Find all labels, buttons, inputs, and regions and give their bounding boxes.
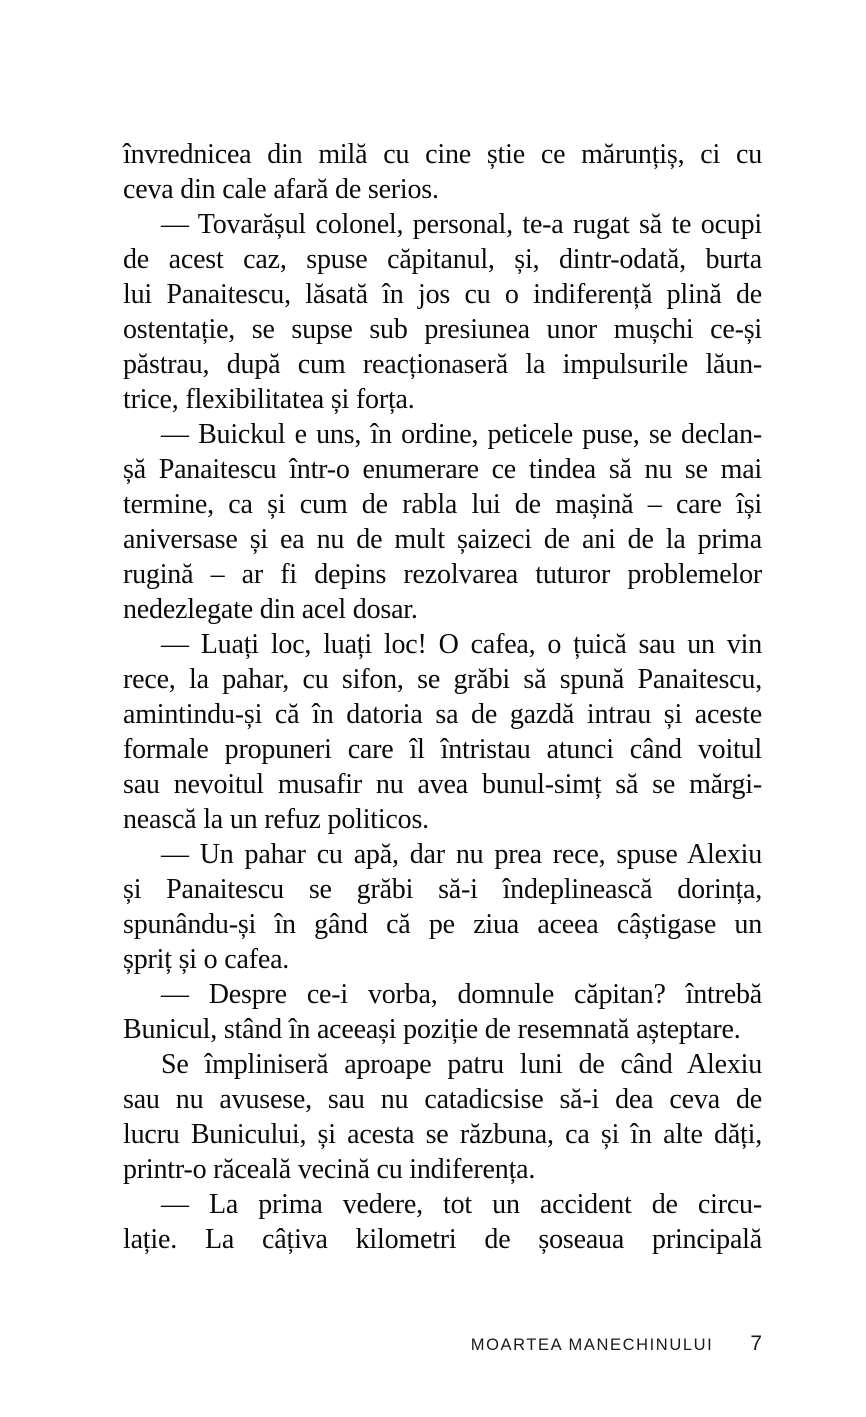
text-line: și Panaitescu se grăbi să-i îndeplinească dorința, xyxy=(123,874,762,905)
text-line: — Tovarășul colonel, personal, te-a rugat să te ocupi xyxy=(161,209,762,240)
text-line: Se împliniseră aproape patru luni de când Alexiu xyxy=(161,1049,762,1080)
text-line: învrednicea din milă cu cine știe ce mărunțiș, ci cu xyxy=(123,139,762,170)
page-text xyxy=(123,137,762,1257)
text-line: rece, la pahar, cu sifon, se grăbi să spună Panaitescu, xyxy=(123,664,762,695)
text-line: ostentație, se supse sub presiunea unor mușchi ce-și xyxy=(123,314,762,345)
text-line: spunându-și în gând că pe ziua aceea câștigase un xyxy=(123,909,762,940)
text-line: șă Panaitescu într-o enumerare ce tindea să nu se mai xyxy=(123,454,762,485)
text-line: — Despre ce-i vorba, domnule căpitan? întrebă xyxy=(161,979,762,1010)
text-line: — Un pahar cu apă, dar nu prea rece, spuse Alexiu xyxy=(161,839,762,870)
text-line: de acest caz, spuse căpitanul, și, dintr-odată, burta xyxy=(123,244,762,275)
text-line: trice, flexibilitatea și forța. xyxy=(123,384,415,415)
text-line: nedezlegate din acel dosar. xyxy=(123,594,418,625)
text-line: rugină – ar fi depins rezolvarea tuturor problemelor xyxy=(123,559,762,590)
text-line: — La prima vedere, tot un accident de circu- xyxy=(161,1189,762,1220)
text-line: amintindu-și că în datoria sa de gazdă intrau și aceste xyxy=(123,699,762,730)
text-line: formale propuneri care îl întristau atunci când voitul xyxy=(123,734,762,765)
text-line: termine, ca și cum de rabla lui de mașină – care își xyxy=(123,489,762,520)
text-line: șpriț și o cafea. xyxy=(123,944,290,975)
text-line: sau nevoitul musafir nu avea bunul-simț să se mărgi- xyxy=(123,769,762,800)
text-line: sau nu avusese, sau nu catadicsise să-i dea ceva de xyxy=(123,1084,762,1115)
running-title: MOARTEA MANECHINULUI xyxy=(470,1336,714,1354)
text-line: lație. La câțiva kilometri de șoseaua principală xyxy=(123,1224,762,1255)
text-line: printr-o răceală vecină cu indiferența. xyxy=(123,1154,536,1185)
page-number: 7 xyxy=(750,1332,762,1355)
text-line: aniversase și ea nu de mult șaizeci de ani de la prima xyxy=(123,524,762,555)
text-line: lucru Bunicului, și acesta se răzbuna, ca și în alte dăți, xyxy=(123,1119,762,1150)
text-line: Bunicul, stând în aceeași poziție de resemnată așteptare. xyxy=(123,1014,741,1045)
page-footer xyxy=(123,1332,762,1356)
text-line: — Buickul e uns, în ordine, peticele puse, se declan- xyxy=(161,419,762,450)
text-line: nească la un refuz politicos. xyxy=(123,804,429,835)
text-line: ceva din cale afară de serios. xyxy=(123,174,439,205)
text-line: — Luați loc, luați loc! O cafea, o țuică sau un vin xyxy=(161,629,762,660)
text-line: păstrau, după cum reacționaseră la impulsurile lăun- xyxy=(123,349,762,380)
text-line: lui Panaitescu, lăsată în jos cu o indiferență plină de xyxy=(123,279,762,310)
